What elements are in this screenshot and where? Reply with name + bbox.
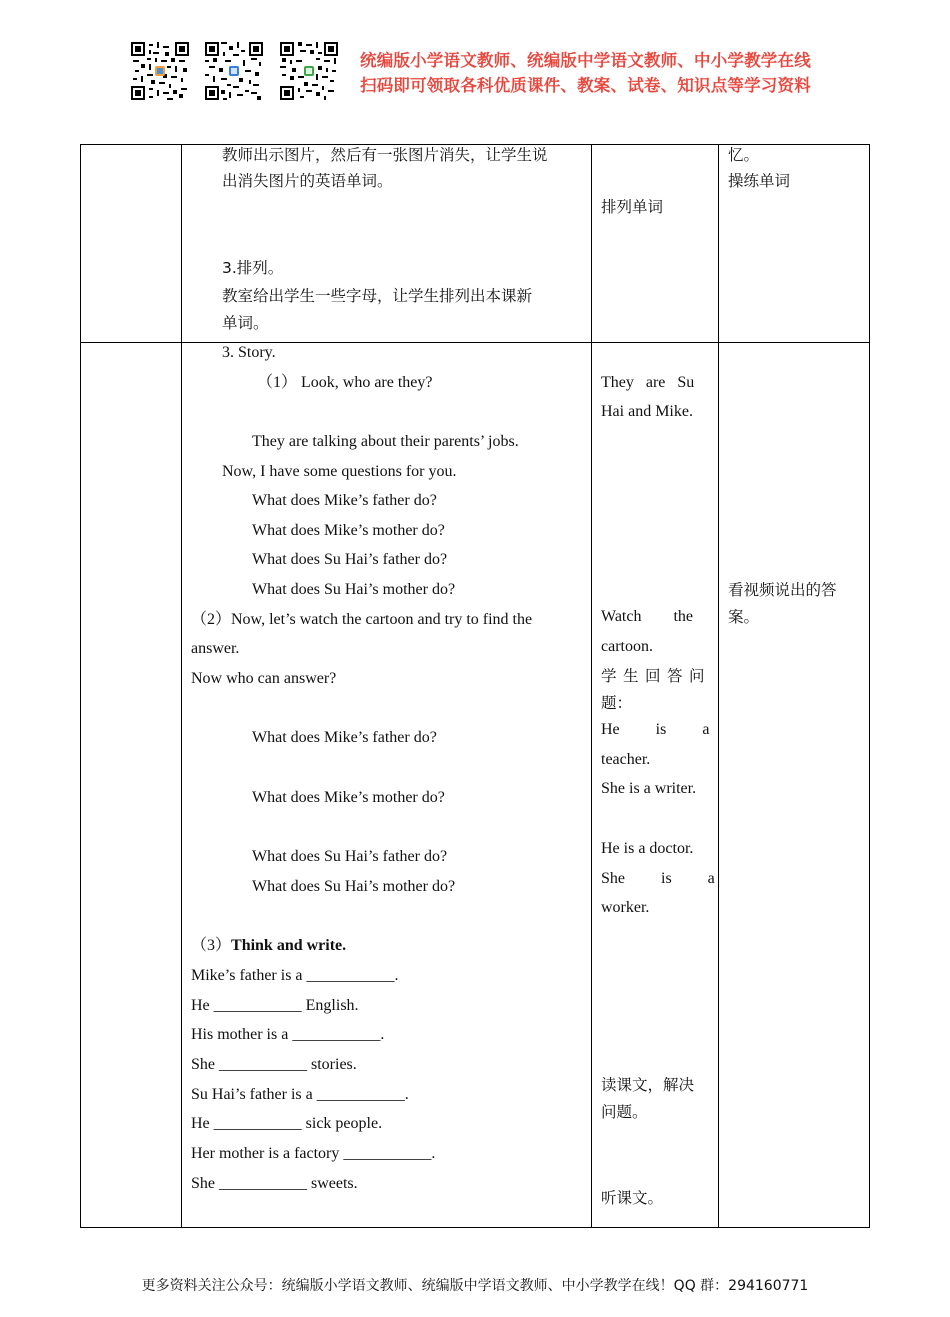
- qr-code-icon[interactable]: [131, 42, 189, 100]
- story-heading: 3. Story.: [222, 344, 276, 361]
- promo-line: 统编版小学语文教师、统编版中学语文教师、中小学教学在线: [360, 51, 811, 70]
- fill-blank-line: He ___________ English.: [191, 997, 359, 1014]
- fill-blank-line: Her mother is a factory ___________.: [191, 1145, 436, 1162]
- question-text: What does Mike’s mother do?: [252, 522, 445, 539]
- student-answer-text: He is a doctor.: [601, 840, 694, 857]
- question-text: What does Mike’s father do?: [252, 492, 437, 509]
- column-divider: [591, 144, 592, 1228]
- activity-text: Now, I have some questions for you.: [222, 463, 457, 480]
- student-answer-text: Hai and Mike.: [601, 403, 693, 420]
- activity-text: （2）Now, let’s watch the cartoon and try to find the: [191, 611, 533, 628]
- activity-text: Now who can answer?: [191, 670, 337, 687]
- student-answer-text: 题：: [601, 694, 633, 712]
- purpose-text: 案。: [728, 608, 760, 626]
- activity-text: 3.排列。: [222, 259, 284, 277]
- fill-blank-line: Mike’s father is a ___________.: [191, 967, 399, 984]
- page-footer: 更多资料关注公众号：统编版小学语文教师、统编版中学语文教师、中小学教学在线！QQ 群：294160771: [141, 1278, 809, 1294]
- student-activity-text: 读课文，解决: [601, 1076, 695, 1094]
- activity-text: answer.: [191, 640, 240, 657]
- activity-text: 教室给出学生一些字母，让学生排列出本课新: [222, 287, 533, 305]
- student-activity-text: 听课文。: [601, 1189, 664, 1207]
- fill-blank-line: She ___________ sweets.: [191, 1175, 358, 1192]
- student-answer-text: They are Su: [601, 374, 695, 391]
- student-answer-text: worker.: [601, 899, 650, 916]
- row-divider: [80, 342, 870, 343]
- question-text: What does Su Hai’s father do?: [252, 848, 448, 865]
- activity-text: 单词。: [222, 314, 269, 332]
- student-answer-text: cartoon.: [601, 638, 653, 655]
- student-answer-text: Watch the: [601, 608, 694, 625]
- student-answer-text: He is a: [601, 721, 710, 738]
- qr-code-graphic: [205, 42, 263, 100]
- qr-code-graphic: [280, 42, 338, 100]
- student-answer-text: teacher.: [601, 751, 651, 768]
- activity-text: They are talking about their parents’ jobs.: [252, 433, 519, 450]
- student-answer-text: She is a writer.: [601, 780, 697, 797]
- column-divider: [718, 144, 719, 1228]
- activity-text: （1） Look, who are they?: [257, 374, 433, 391]
- qr-code-icon[interactable]: [205, 42, 263, 100]
- activity-text: 教师出示图片，然后有一张图片消失，让学生说: [222, 146, 548, 164]
- fill-blank-line: He ___________ sick people.: [191, 1115, 383, 1132]
- table-border: [80, 144, 81, 1228]
- qr-code-icon[interactable]: [280, 42, 338, 100]
- purpose-text: 操练单词: [728, 172, 791, 190]
- promo-text: [360, 48, 811, 98]
- think-and-write-heading: [191, 936, 346, 956]
- fill-blank-line: Su Hai’s father is a ___________.: [191, 1086, 409, 1103]
- student-answer-text: She is a: [601, 870, 715, 887]
- table-border: [869, 144, 870, 1228]
- question-text: What does Su Hai’s mother do?: [252, 581, 456, 598]
- student-activity-text: 问题。: [601, 1103, 648, 1121]
- activity-text: 出消失图片的英语单词。: [222, 172, 393, 190]
- purpose-text: 看视频说出的答: [728, 581, 837, 599]
- lesson-plan-table: [80, 144, 870, 1228]
- student-activity-text: 排列单词: [601, 198, 664, 216]
- heading-title: Think and write.: [231, 937, 347, 954]
- question-text: What does Su Hai’s father do?: [252, 551, 448, 568]
- question-text: What does Su Hai’s mother do?: [252, 878, 456, 895]
- promo-line: 扫码即可领取各科优质课件、教案、试卷、知识点等学习资料: [360, 76, 811, 95]
- heading-prefix: （3）: [191, 937, 232, 954]
- column-divider: [181, 144, 182, 1228]
- question-text: What does Mike’s mother do?: [252, 789, 445, 806]
- table-border: [80, 1227, 870, 1228]
- page-header: [0, 0, 950, 120]
- purpose-text: 忆。: [728, 146, 760, 164]
- student-answer-text: 学生回答问: [601, 667, 712, 685]
- question-text: What does Mike’s father do?: [252, 729, 437, 746]
- qr-code-graphic: [131, 42, 189, 100]
- fill-blank-line: His mother is a ___________.: [191, 1026, 385, 1043]
- fill-blank-line: She ___________ stories.: [191, 1056, 357, 1073]
